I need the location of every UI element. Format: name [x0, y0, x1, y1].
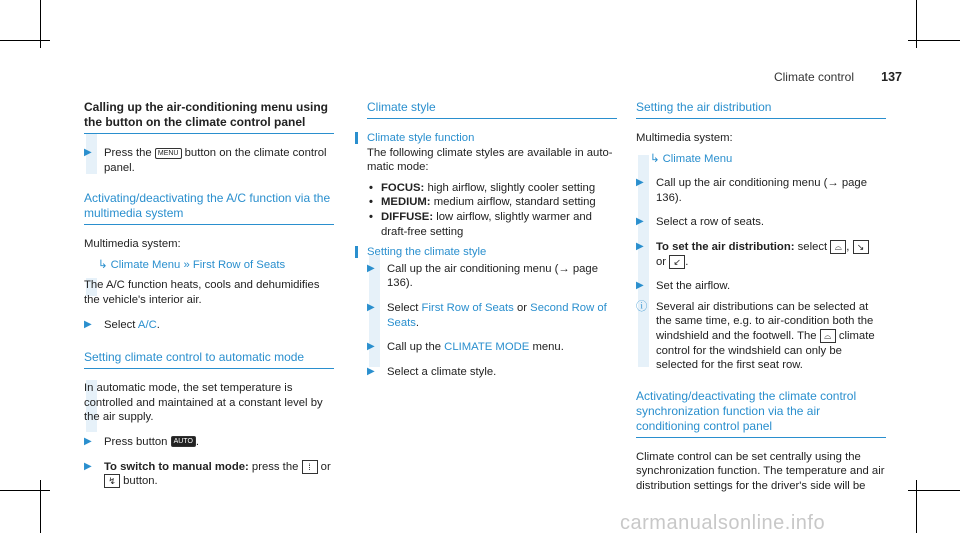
arrow-icon: ▶ — [367, 301, 375, 313]
step-text: Select a row of seats. — [656, 216, 764, 229]
arrow-icon: ▶ — [636, 240, 644, 252]
crop-mark — [908, 490, 960, 491]
arrow-icon: ▶ — [84, 435, 92, 447]
step-bold: To switch to manual mode: — [104, 460, 249, 473]
step-text: menu. — [532, 341, 564, 354]
crop-mark — [908, 40, 960, 41]
column-left — [84, 100, 334, 495]
info-text: Several air distributions can be selected at the same time, e.g. to air-condition both the windshield and the footwell. The — [656, 300, 874, 342]
step-text: Select — [104, 318, 136, 331]
multimedia-label: Multimedia system: — [636, 132, 733, 144]
crop-mark — [0, 40, 50, 41]
heading-automatic-mode: Setting climate control to automatic mode — [84, 350, 334, 369]
page-number: 137 — [881, 70, 902, 84]
step — [636, 176, 886, 205]
auto-description: In automatic mode, the set temperature is controlled and maintained at a constant level by the air supply. — [84, 382, 323, 424]
menu-path — [84, 258, 334, 273]
airflow-key-icon: ↯ — [104, 474, 120, 488]
windshield-icon: ⌓ — [820, 329, 836, 343]
column-middle — [367, 100, 617, 385]
step: ▶ Select First Row of Seats or Second Row of Seats. — [367, 301, 607, 329]
step — [367, 340, 617, 355]
step: ▶ To set the air distribution: select ⌓ , ↘ or ↙ . — [636, 240, 886, 269]
step-text: or — [656, 255, 667, 268]
info-text: climate control for the windshield can only be selected for the first seat row. — [656, 329, 875, 372]
fan-key-icon: ⁞ — [302, 460, 318, 474]
step-text: Select a climate style. — [387, 365, 497, 378]
list-item: • FOCUS: high airflow, slightly cooler setting — [367, 181, 617, 196]
step — [636, 279, 886, 294]
heading-climate-style: Climate style — [367, 100, 617, 119]
arrow-icon: ▶ — [367, 365, 375, 377]
step-text: button on the climate control panel. — [104, 147, 327, 174]
style-intro: The following climate styles are available in auto-matic mode: — [367, 146, 613, 174]
heading-menu-button: Calling up the air-conditioning menu using the button on the climate control panel — [84, 100, 334, 134]
step-text: or — [320, 460, 331, 473]
step: ▶ Press button AUTO . — [84, 435, 200, 448]
step-text: button. — [123, 475, 158, 488]
climate-mode-link[interactable]: CLIMATE MODE — [444, 341, 530, 354]
arrow-icon: ▶ — [84, 460, 92, 472]
heading-air-distribution: Setting the air distribution — [636, 100, 886, 119]
step — [636, 215, 886, 230]
arrow-icon: ▶ — [636, 216, 644, 228]
subheading-setting-style: Setting the climate style — [367, 245, 617, 260]
list-item: • DIFFUSE: low airflow, slightly warmer and draft-free setting — [367, 210, 617, 239]
arrow-icon: ▶ — [367, 262, 375, 274]
arrow-icon: ▶ — [84, 318, 92, 330]
step: ▶ Select A/C. — [84, 318, 160, 331]
section-title: Climate control — [773, 70, 854, 84]
arrow-icon: ▶ — [84, 147, 92, 158]
step-text: Press button — [104, 435, 168, 448]
step — [84, 146, 334, 175]
path-chevron-icon: » — [183, 258, 190, 271]
step-text: Call up the — [387, 341, 442, 354]
ac-link[interactable]: A/C — [137, 318, 157, 331]
step — [367, 365, 617, 380]
path-link[interactable]: Climate Menu — [662, 152, 733, 165]
step-text: Press the — [104, 147, 152, 159]
arrow-icon: ▶ — [636, 177, 644, 189]
crop-mark — [0, 490, 50, 491]
watermark: carmanualsonline.info — [620, 512, 826, 534]
upper-airflow-icon: ↘ — [853, 240, 869, 254]
sync-description: Climate control can be set centrally using the synchronization function. The temperature and air distribution settings for the driver's side will be — [636, 450, 885, 492]
auto-key-icon: AUTO — [171, 436, 196, 447]
path-hook-icon: ↳ — [98, 258, 108, 271]
second-row-link[interactable]: Second Row of Seats — [387, 301, 607, 329]
step-text: Call up the air conditioning menu (→ page 136). — [656, 177, 868, 204]
multimedia-label: Multimedia system: — [84, 238, 181, 251]
menu-path — [636, 152, 886, 167]
step-text: Call up the air conditioning menu (→ page 136). — [387, 262, 599, 290]
info-icon: ⓘ — [636, 300, 648, 313]
list-item: • MEDIUM: medium airflow, standard setting — [367, 195, 617, 210]
path-hook-icon: ↳ — [650, 152, 660, 165]
step-text: Set the airflow. — [656, 280, 731, 293]
style-list — [367, 181, 617, 239]
menu-key-icon: MENU — [155, 148, 182, 159]
arrow-icon: ▶ — [367, 341, 375, 353]
path-link[interactable]: Climate Menu — [110, 258, 181, 271]
first-row-link[interactable]: First Row of Seats — [421, 301, 514, 314]
column-right — [636, 100, 886, 500]
step — [367, 262, 617, 291]
crop-mark — [916, 480, 917, 533]
ac-description: The A/C function heats, cools and dehumidifies the vehicle's interior air. — [84, 279, 320, 306]
windshield-icon: ⌓ — [830, 240, 846, 254]
subheading-style-function: Climate style function — [367, 131, 617, 146]
step-text: Select — [387, 301, 419, 314]
step-text: press the — [251, 460, 299, 473]
step-text: select — [797, 240, 828, 253]
step — [84, 460, 334, 489]
info-note — [636, 300, 886, 373]
step-bold: To set the air distribution: — [656, 240, 795, 253]
heading-ac-function: Activating/deactivating the A/C function via the multimedia system — [84, 191, 334, 225]
footwell-icon: ↙ — [669, 255, 685, 269]
step-text: or — [516, 301, 528, 314]
arrow-icon: ▶ — [636, 280, 644, 292]
crop-mark — [40, 480, 41, 533]
heading-synchronization: Activating/deactivating the climate control synchronization function via the air conditioning control panel — [636, 389, 886, 438]
path-link[interactable]: First Row of Seats — [192, 258, 286, 271]
